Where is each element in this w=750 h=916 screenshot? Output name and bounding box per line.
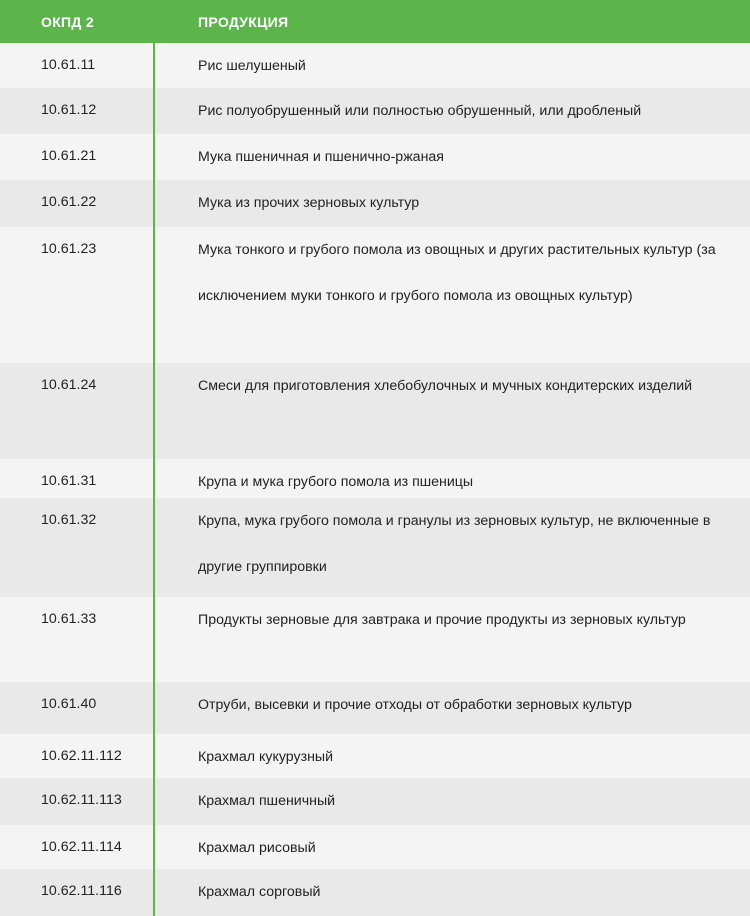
row-code: 10.61.40 xyxy=(41,696,97,712)
row-name: Крахмал рисовый xyxy=(198,840,316,856)
row-code: 10.61.22 xyxy=(41,194,97,210)
row-name: Крахмал кукурузный xyxy=(198,749,334,765)
column-divider xyxy=(153,0,155,916)
row-name: Мука пшеничная и пшенично-ржаная xyxy=(198,149,444,165)
row-name: Мука тонкого и грубого помола из овощных и других растительных культур (за исключением муки тонкого и грубого помола из овощных культур) xyxy=(198,242,716,304)
row-name: Крупа, мука грубого помола и гранулы из зерновых культур, не включенные в другие группировки xyxy=(198,513,711,575)
row-name: Рис шелушеный xyxy=(198,58,306,74)
row-code: 10.61.33 xyxy=(41,611,97,627)
row-code: 10.61.12 xyxy=(41,102,97,118)
row-name: Смеси для приготовления хлебобулочных и мучных кондитерских изделий xyxy=(198,378,693,394)
header-code: ОКПД 2 xyxy=(41,13,94,30)
row-code: 10.61.11 xyxy=(41,57,96,73)
row-code: 10.61.32 xyxy=(41,512,97,528)
row-code: 10.62.11.114 xyxy=(41,839,122,855)
row-name: Крупа и мука грубого помола из пшеницы xyxy=(198,474,474,490)
row-code: 10.61.31 xyxy=(41,473,97,489)
row-code: 10.61.21 xyxy=(41,148,97,164)
row-name: Отруби, высевки и прочие отходы от обработки зерновых культур xyxy=(198,697,632,713)
row-name: Рис полуобрушенный или полностью обрушенный, или дробленый xyxy=(198,103,642,119)
row-name: Продукты зерновые для завтрака и прочие продукты из зерновых культур xyxy=(198,612,686,628)
table-row xyxy=(0,227,750,363)
row-name: Крахмал сорговый xyxy=(198,884,321,900)
row-code: 10.61.24 xyxy=(41,377,97,393)
row-code: 10.62.11.112 xyxy=(41,748,122,764)
row-code: 10.62.11.116 xyxy=(41,883,122,899)
table-row xyxy=(0,869,750,916)
row-code: 10.62.11.113 xyxy=(41,792,122,808)
header-product: ПРОДУКЦИЯ xyxy=(198,13,289,30)
row-code: 10.61.23 xyxy=(41,241,97,257)
row-name: Мука из прочих зерновых культур xyxy=(198,195,420,211)
row-name: Крахмал пшеничный xyxy=(198,793,336,809)
